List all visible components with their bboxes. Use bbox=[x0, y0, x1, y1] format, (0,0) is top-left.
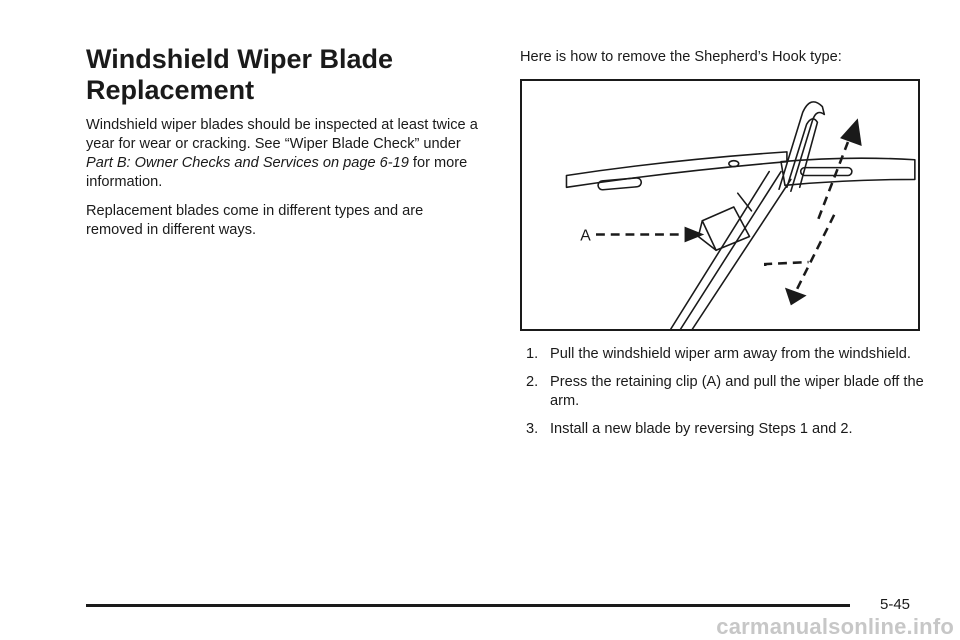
blade-slot-left bbox=[598, 178, 642, 191]
intro-text-before: Windshield wiper blades should be inspected at least twice a year for wear or cracking. See “Wiper Blade Check” under bbox=[86, 117, 478, 152]
step-number: 3. bbox=[526, 421, 539, 437]
list-item bbox=[520, 373, 924, 411]
wiper-diagram bbox=[522, 81, 918, 329]
step-number: 2. bbox=[526, 374, 539, 390]
blade-rivet bbox=[729, 161, 739, 167]
list-item bbox=[520, 345, 924, 364]
removal-steps bbox=[520, 345, 924, 439]
windshield-line bbox=[692, 179, 790, 329]
list-item bbox=[520, 420, 924, 439]
right-column bbox=[520, 48, 924, 448]
page-number: 5-45 bbox=[880, 596, 911, 613]
shepherds-hook-heading: Here is how to remove the Shepherd’s Hook type: bbox=[520, 49, 842, 65]
title-line-1: Windshield Wiper Blade bbox=[86, 44, 394, 74]
removal-arrow-bottom bbox=[765, 262, 808, 266]
title-line-2: Replacement bbox=[86, 75, 255, 105]
label-a: A bbox=[580, 227, 591, 245]
wiper-hook-illustration bbox=[520, 79, 920, 331]
page-title bbox=[86, 44, 478, 106]
cross-reference-link[interactable]: Part B: Owner Checks and Services on page 6-19 bbox=[86, 155, 409, 171]
footer-rule bbox=[86, 604, 850, 607]
arrow-a-head bbox=[685, 227, 705, 243]
removal-arrow-down-head bbox=[785, 288, 807, 306]
step-text: Pull the windshield wiper arm away from the windshield. bbox=[550, 346, 911, 362]
windshield-line bbox=[671, 172, 769, 329]
watermark: carmanualsonline.info bbox=[716, 614, 954, 639]
intro-paragraph bbox=[86, 116, 478, 192]
windshield-line bbox=[681, 172, 781, 329]
types-paragraph: Replacement blades come in different types and are removed in different ways. bbox=[86, 203, 424, 238]
step-number: 1. bbox=[526, 346, 539, 362]
blade-slot-right bbox=[801, 168, 852, 176]
removal-arrow-down bbox=[795, 215, 834, 294]
left-column bbox=[86, 44, 478, 250]
step-text: Press the retaining clip (A) and pull the wiper blade off the arm. bbox=[550, 374, 924, 409]
removal-arrow-up-head bbox=[840, 118, 862, 146]
step-text: Install a new blade by reversing Steps 1 and 2. bbox=[550, 421, 853, 437]
intro-text-after: for more information. bbox=[86, 155, 468, 190]
